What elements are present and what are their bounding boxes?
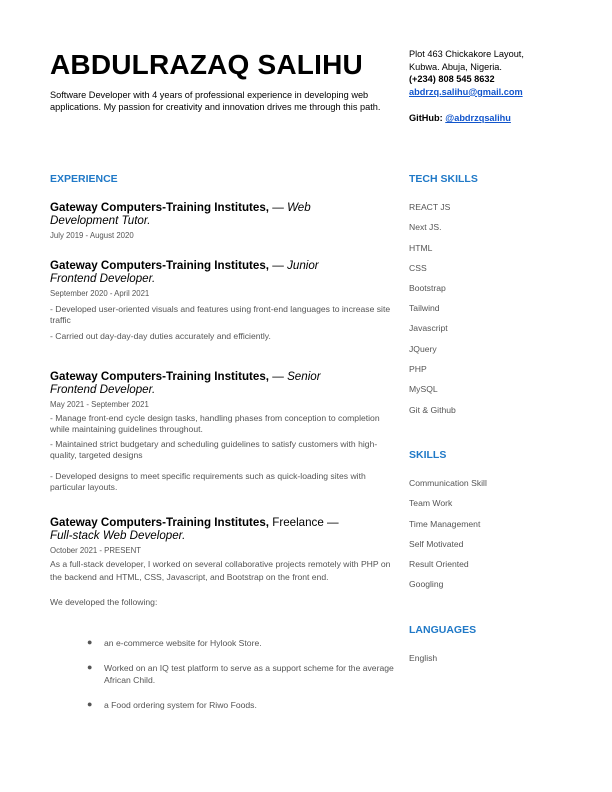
job-title (50, 370, 395, 397)
role-part-2: Frontend Developer. (50, 272, 156, 286)
tech-skill-item: Javascript (409, 323, 448, 333)
project-list-item: Worked on an IQ test platform to serve as a support scheme for the average African Child. (104, 663, 394, 685)
tech-skill-item: HTML (409, 243, 433, 253)
title-separator: Freelance — (269, 516, 339, 529)
role-part-2: Full-stack Web Developer. (50, 529, 186, 543)
language-item: English (409, 653, 438, 663)
job-entry (50, 201, 395, 240)
experience-heading: EXPERIENCE (50, 173, 118, 185)
skill-item: Googling (409, 579, 444, 589)
job-bullet: - Manage front-end cycle design tasks, handling phases from conception to completion while maintaining guidelines throughout. (50, 412, 380, 435)
company-name: Gateway Computers-Training Institutes, (50, 201, 270, 214)
title-separator: — (269, 370, 288, 383)
job-entry (50, 259, 395, 342)
job-title (50, 201, 395, 228)
job-dates: September 2020 - April 2021 (50, 288, 150, 298)
project-list-item: an e-commerce website for Hylook Store. (104, 638, 262, 648)
job-paragraph: As a full-stack developer, I worked on several collaborative projects remotely with PHP on the backend and HTML, CSS, Javascript, and Bootstrap on the front end. (50, 558, 391, 583)
title-separator: — (269, 259, 288, 272)
tech-skill-item: Bootstrap (409, 283, 446, 293)
company-name: Gateway Computers-Training Institutes, (50, 259, 270, 272)
bullet-dot-icon: ● (87, 662, 93, 672)
job-bullet: - Carried out day-day-day duties accurately and efficiently. (50, 331, 271, 342)
email-link[interactable]: abdrzq.salihu@gmail.com (409, 86, 523, 97)
job-entry (50, 370, 395, 493)
bullet-dot-icon: ● (87, 637, 93, 647)
job-title (50, 516, 395, 543)
tech-skills-heading: TECH SKILLS (409, 173, 478, 185)
professional-summary: Software Developer with 4 years of professional experience in developing web applications. My passion for creativity and innovation drives me through this path. (50, 90, 381, 113)
skill-item: Self Motivated (409, 539, 464, 549)
job-bullet: - Developed designs to meet specific requirements such as quick-loading sites with particular layouts. (50, 470, 366, 492)
skill-item: Result Oriented (409, 559, 469, 569)
address-line-1: Plot 463 Chickakore Layout, (409, 49, 524, 59)
job-dates: May 2021 - September 2021 (50, 399, 149, 409)
github-label: GitHub: (409, 113, 443, 123)
phone-number: (+234) 808 545 8632 (409, 74, 495, 85)
tech-skill-item: PHP (409, 364, 427, 374)
tech-skill-item: Git & Github (409, 405, 456, 415)
skill-item: Time Management (409, 519, 481, 529)
title-separator: — (269, 201, 288, 214)
candidate-name: ABDULRAZAQ SALIHU (50, 49, 363, 80)
company-name: Gateway Computers-Training Institutes, (50, 516, 270, 529)
contact-block (409, 48, 589, 98)
address-line-2: Kubwa. Abuja, Nigeria. (409, 61, 502, 72)
tech-skill-item: Next JS. (409, 222, 442, 232)
skill-item: Team Work (409, 498, 453, 508)
job-list-intro: We developed the following: (50, 596, 158, 607)
skill-item: Communication Skill (409, 478, 487, 488)
job-title (50, 259, 395, 286)
job-bullet: - Developed user-oriented visuals and features using front-end languages to increase site traffic (50, 303, 391, 326)
job-dates: July 2019 - August 2020 (50, 230, 134, 240)
tech-skill-item: JQuery (409, 344, 437, 354)
bullet-dot-icon: ● (87, 699, 93, 709)
tech-skill-item: MySQL (409, 384, 438, 394)
project-list-item: a Food ordering system for Riwo Foods. (104, 700, 257, 710)
job-bullet: - Maintained strict budgetary and scheduling guidelines to satisfy customers with high-quality, targeted designs (50, 439, 378, 461)
tech-skill-item: REACT JS (409, 202, 451, 212)
github-line (409, 113, 511, 123)
tech-skill-item: Tailwind (409, 303, 440, 313)
company-name: Gateway Computers-Training Institutes, (50, 370, 270, 383)
role-part-2: Development Tutor. (50, 214, 151, 228)
role-part-1: Junior (287, 259, 319, 272)
skills-heading: SKILLS (409, 449, 447, 461)
job-dates: October 2021 - PRESENT (50, 545, 142, 555)
role-part-1: Senior (287, 370, 321, 383)
tech-skill-item: CSS (409, 263, 427, 273)
job-entry (50, 516, 395, 609)
languages-heading: LANGUAGES (409, 624, 477, 636)
role-part-2: Frontend Developer. (50, 383, 156, 397)
github-link[interactable]: @abdrzqsalihu (445, 113, 511, 123)
role-part-1: Web (287, 201, 311, 214)
